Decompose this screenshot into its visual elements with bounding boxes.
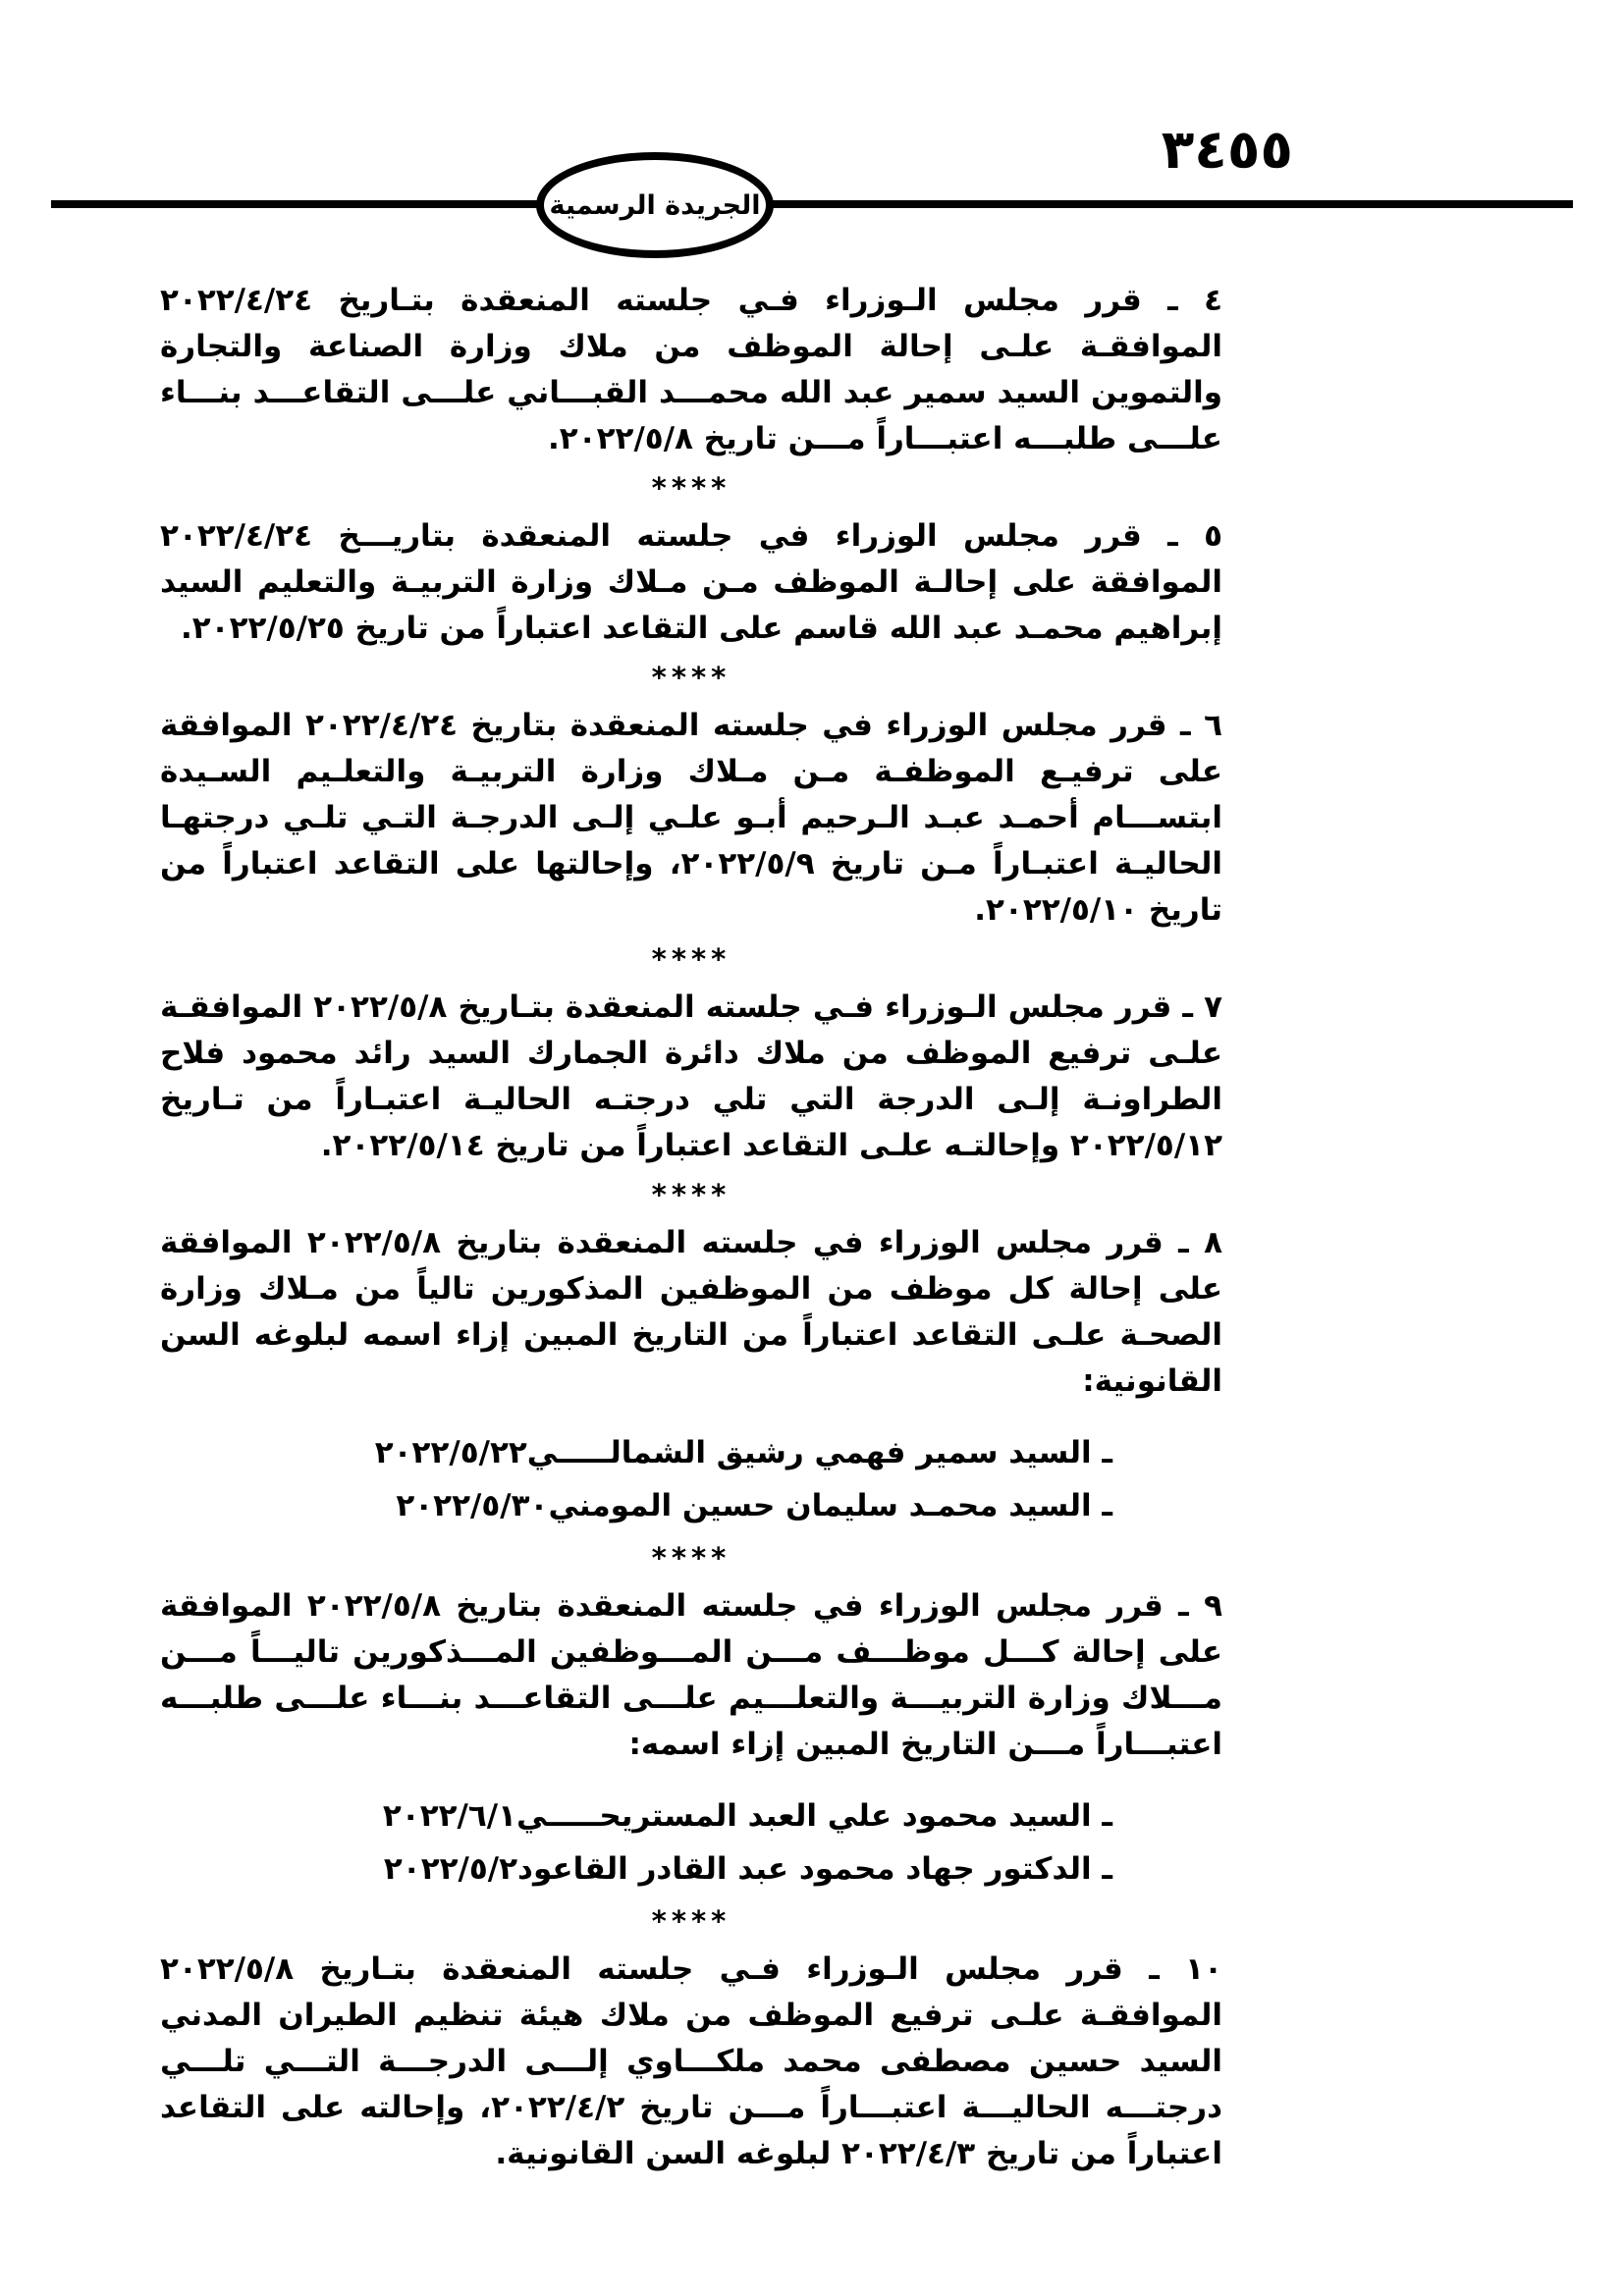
- section-separator: ****: [651, 661, 731, 694]
- decree-text: ٦ ـ قرر مجلس الوزراء في جلسته المنعقدة بتاريخ ٢٠٢٢/٤/٢٤ الموافقة على ترفيـع الموظفـة مـن مـلاك وزارة التربيـة والتعلـيم السـيدة ابتســـام أحمـد عبـد الـرحيم أبـو علـي إلـى الدرجـة التـي تلـي درجتهـا الحاليـة اعتبـاراً مـن تاريخ ٢٠٢٢/٥/٩، وإحالتها على التقاعد اعتباراً من تاريخ ٢٠٢٢/٥/١٠.: [160, 708, 1222, 928]
- retiree-row: [160, 1842, 1222, 1896]
- decree-text: ١٠ ـ قرر مجلس الـوزراء فـي جلسته المنعقدة بتـاريخ ٢٠٢٢/٥/٨ الموافقـة علـى ترفيع الموظف من ملاك هيئة تنظيم الطيران المدني السيد حسين مصطفى محمد ملكـــاوي إلـــى الدرجـــة التـــي تلـــي درجتـــه الحاليـــة اعتبـــاراً مـــن تاريخ ٢٠٢٢/٤/٢، وإحالته على التقاعد اعتباراً من تاريخ ٢٠٢٢/٤/٣ لبلوغه السن القانونية.: [160, 1951, 1222, 2171]
- page-number: ٣٤٥٥: [1161, 118, 1293, 181]
- section-separator: ****: [651, 1541, 731, 1575]
- gazette-title-badge: [536, 152, 774, 258]
- decree-text: ٤ ـ قرر مجلس الـوزراء فـي جلسته المنعقدة بتـاريخ ٢٠٢٢/٤/٢٤ الموافقـة علـى إحالة الموظف من ملاك وزارة الصناعة والتجارة والتموين السيد سمير عبد الله محمـــد القبـــاني علـــى التقاعـــد بنـــاء علـــى طلبـــه اعتبـــاراً مـــن تاريخ ٢٠٢٢/٥/٨.: [160, 283, 1222, 456]
- retirement-date: ٢٠٢٢/٥/٢٢: [374, 1435, 527, 1470]
- gazette-title: الجريدة الرسمية: [549, 189, 761, 221]
- section-separator: ****: [651, 471, 731, 505]
- decree-text: ٩ ـ قرر مجلس الوزراء في جلسته المنعقدة بتاريخ ٢٠٢٢/٥/٨ الموافقة على إحالة كـــل موظـــف مـــن المـــوظفين المـــذكورين تاليـــاً مـــن مـــلاك وزارة التربيـــة والتعلـــيم علـــى التقاعـــد بنـــاء علـــى طلبـــه اعتبـــاراً مـــن التاريخ المبين إزاء اسمه:: [160, 1588, 1222, 1762]
- decree-item-8: [160, 1220, 1222, 1532]
- retiree-row: [160, 1789, 1222, 1842]
- retiree-name: ـ السيد محمـد سليمان حسين المومني: [548, 1488, 1112, 1523]
- decree-item-4: [160, 278, 1222, 462]
- retiree-name: ـ السيد سمير فهمي رشيق الشمالـــــي: [526, 1435, 1112, 1470]
- section-separator: ****: [651, 942, 731, 976]
- decree-item-6: [160, 703, 1222, 934]
- retirement-date: ٢٠٢٢/٥/٣٠: [396, 1488, 549, 1523]
- retiree-name: ـ الدكتور جهاد محمود عبد القادر القاعود: [517, 1851, 1112, 1887]
- decrees-list: [160, 278, 1222, 2177]
- retiree-name: ـ السيد محمود علي العبد المستريحـــــي: [516, 1798, 1112, 1834]
- retirement-date: ٢٠٢٢/٦/١: [382, 1798, 517, 1834]
- decree-item-9: [160, 1583, 1222, 1896]
- retirement-date: ٢٠٢٢/٥/٢: [383, 1851, 518, 1887]
- retiree-row: [160, 1479, 1222, 1532]
- decree-item-5: [160, 513, 1222, 652]
- retiree-list: [160, 1789, 1222, 1896]
- section-separator: ****: [651, 1178, 731, 1211]
- decree-item-7: [160, 985, 1222, 1169]
- decree-item-10: [160, 1947, 1222, 2177]
- decree-text: ٥ ـ قرر مجلس الوزراء في جلسته المنعقدة بتاريـــخ ٢٠٢٢/٤/٢٤ الموافقة على إحالـة الموظف مـن مـلاك وزارة التربيـة والتعليم السيد إبراهيم محمـد عبد الله قاسم على التقاعد اعتباراً من تاريخ ٢٠٢٢/٥/٢٥.: [160, 518, 1222, 646]
- header-rule: [51, 200, 1573, 208]
- retiree-list: [160, 1426, 1222, 1532]
- decree-text: ٨ ـ قرر مجلس الوزراء في جلسته المنعقدة بتاريخ ٢٠٢٢/٥/٨ الموافقة على إحالة كل موظف من الموظفين المذكورين تالياً من مـلاك وزارة الصحـة علـى التقاعد اعتباراً من التاريخ المبين إزاء اسمه لبلوغه السن القانونية:: [160, 1225, 1222, 1399]
- retiree-row: [160, 1426, 1222, 1479]
- section-separator: ****: [651, 1904, 731, 1938]
- decree-text: ٧ ـ قرر مجلس الـوزراء فـي جلسته المنعقدة بتـاريخ ٢٠٢٢/٥/٨ الموافقـة علـى ترفيع الموظف من ملاك دائرة الجمارك السيد رائد محمود فلاح الطراونـة إلـى الدرجة التي تلي درجتـه الحاليـة اعتبـاراً من تـاريخ ٢٠٢٢/٥/١٢ وإحالتـه علـى التقاعد اعتباراً من تاريخ ٢٠٢٢/٥/١٤.: [160, 989, 1222, 1163]
